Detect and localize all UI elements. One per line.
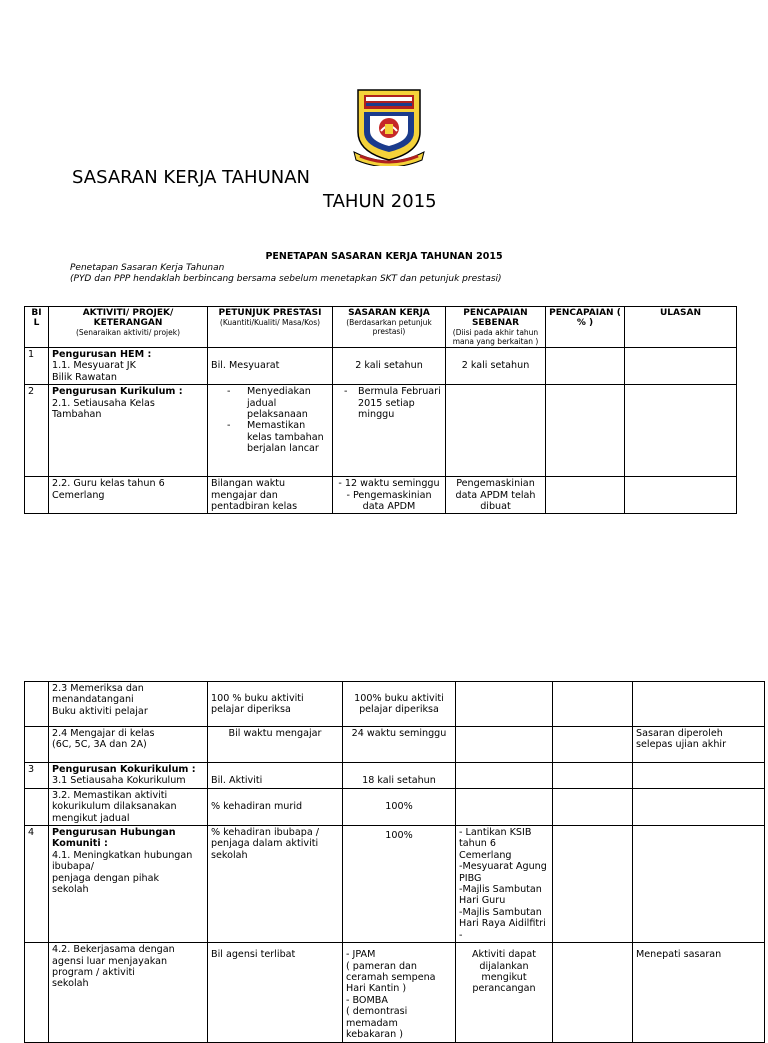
cell-petunjuk: Bil waktu mengajar — [208, 727, 343, 763]
cell-bil: 3 — [25, 763, 49, 789]
table-row — [25, 477, 737, 514]
cell-ulasan: Menepati sasaran — [633, 943, 765, 1043]
cell-ulasan — [633, 682, 765, 727]
header-sasaran-label: SASARAN KERJA — [348, 308, 430, 318]
cell-ulasan — [633, 763, 765, 789]
cell-pencapaian: 2 kali setahun — [446, 348, 546, 385]
skt-table-2 — [24, 681, 765, 1043]
header-aktiviti-note: (Senaraikan aktiviti/ projek) — [75, 328, 180, 337]
cell-petunjuk: 100 % buku aktiviti pelajar diperiksa — [208, 682, 343, 727]
table-row — [25, 943, 765, 1043]
cell-sasaran: 100% — [343, 826, 456, 943]
bullet-text: Bermula Februari 2015 setiap minggu — [358, 386, 441, 421]
header-pencapaian-pct: PENCAPAIAN ( % ) — [546, 307, 625, 348]
header-bil: BI L — [25, 307, 49, 348]
cell-petunjuk: Bil agensi terlibat — [208, 943, 343, 1043]
activity-text: 3.1 Setiausaha Kokurikulum — [52, 775, 186, 787]
header-aktiviti-label: AKTIVITI/ PROJEK/ KETERANGAN — [82, 308, 174, 328]
cell-sasaran: 2 kali setahun — [333, 348, 446, 385]
cell-pencapaian — [456, 788, 553, 825]
cell-aktiviti: 3.2. Memastikan aktiviti kokurikulum dilaksanakan mengikut jadual — [49, 788, 208, 825]
subtitle-note — [70, 263, 502, 285]
cell-pencapaian-pct — [553, 682, 633, 727]
table-header-row — [25, 307, 737, 348]
page-year: TAHUN 2015 — [323, 191, 437, 212]
cell-aktiviti: 2.2. Guru kelas tahun 6 Cemerlang — [49, 477, 208, 514]
header-petunjuk-note: (Kuantiti/Kualiti/ Masa/Kos) — [219, 318, 321, 327]
cell-petunjuk: % kehadiran murid — [208, 788, 343, 825]
school-crest-logo — [352, 86, 426, 166]
cell-petunjuk: Bil. Mesyuarat — [208, 348, 333, 385]
cell-pencapaian — [456, 763, 553, 789]
cell-pencapaian-pct — [553, 788, 633, 825]
cell-sasaran: - 12 waktu seminggu - Pengemaskinian data APDM — [333, 477, 446, 514]
cell-pencapaian: Aktiviti dapat dijalankan mengikut perancangan — [456, 943, 553, 1043]
cell-petunjuk: Bil. Aktiviti — [208, 763, 343, 789]
page-title: SASARAN KERJA TAHUNAN — [72, 167, 310, 188]
cell-ulasan — [625, 348, 737, 385]
bullet-item: - Menyediakan jadual pelaksanaan — [227, 386, 311, 421]
header-pencapaian-label: PENCAPAIAN SEBENAR — [463, 308, 528, 328]
cell-aktiviti — [49, 348, 208, 385]
cell-pencapaian-pct — [553, 826, 633, 943]
cell-pencapaian: Pengemaskinian data APDM telah dibuat — [446, 477, 546, 514]
header-pencapaian-note: (Diisi pada akhir tahun mana yang berkaitan ) — [452, 328, 539, 346]
cell-ulasan — [625, 477, 737, 514]
header-ulasan: ULASAN — [625, 307, 737, 348]
subtitle-line-2: (PYD dan PPP hendaklah berbincang bersama sebelum menetapkan SKT dan petunjuk prestasi) — [70, 274, 502, 284]
cell-ulasan — [633, 788, 765, 825]
section-heading: PENETAPAN SASARAN KERJA TAHUNAN 2015 — [265, 251, 503, 262]
header-pencapaian — [446, 307, 546, 348]
header-petunjuk-label: PETUNJUK PRESTASI — [218, 308, 322, 318]
cell-bil — [25, 788, 49, 825]
cell-pencapaian-pct — [546, 348, 625, 385]
header-aktiviti — [49, 307, 208, 348]
table-row — [25, 826, 765, 943]
cell-pencapaian — [456, 727, 553, 763]
cell-sasaran: 100% buku aktiviti pelajar diperiksa — [343, 682, 456, 727]
header-sasaran — [333, 307, 446, 348]
cell-bil — [25, 943, 49, 1043]
cell-petunjuk: % kehadiran ibubapa / penjaga dalam aktiviti sekolah — [208, 826, 343, 943]
cell-aktiviti — [49, 826, 208, 943]
cell-aktiviti — [49, 385, 208, 477]
section-head: Pengurusan Hubungan Komuniti : — [52, 827, 176, 850]
bullet-text: Memastikan kelas tambahan berjalan lancar — [247, 420, 324, 455]
cell-bil: 2 — [25, 385, 49, 477]
cell-pencapaian-pct — [553, 943, 633, 1043]
cell-ulasan: Sasaran diperoleh selepas ujian akhir — [633, 727, 765, 763]
cell-sasaran: 100% — [343, 788, 456, 825]
skt-table-1 — [24, 306, 737, 514]
cell-ulasan — [625, 385, 737, 477]
bullet-text: Menyediakan jadual pelaksanaan — [247, 386, 311, 421]
table-row — [25, 788, 765, 825]
cell-pencapaian — [446, 385, 546, 477]
activity-text: 2.1. Setiausaha Kelas Tambahan — [52, 397, 155, 421]
table-row — [25, 682, 765, 727]
cell-ulasan — [633, 826, 765, 943]
cell-sasaran: 24 waktu seminggu — [343, 727, 456, 763]
subtitle-line-1: Penetapan Sasaran Kerja Tahunan — [70, 263, 225, 273]
bullet-item: - Memastikan kelas tambahan berjalan lancar — [227, 420, 324, 455]
cell-petunjuk — [208, 385, 333, 477]
section-head: Pengurusan HEM : — [52, 349, 152, 360]
cell-bil — [25, 682, 49, 727]
activity-text: 4.1. Meningkatkan hubungan ibubapa/ penjaga dengan pihak sekolah — [52, 849, 193, 896]
activity-text: 1.1. Mesyuarat JK Bilik Rawatan — [52, 360, 136, 383]
header-petunjuk — [208, 307, 333, 348]
table-row — [25, 727, 765, 763]
cell-sasaran: 18 kali setahun — [343, 763, 456, 789]
table-row — [25, 348, 737, 385]
cell-bil — [25, 477, 49, 514]
table-row — [25, 385, 737, 477]
bullet-item: - Bermula Februari 2015 setiap minggu — [344, 386, 441, 421]
table-row — [25, 763, 765, 789]
cell-petunjuk: Bilangan waktu mengajar dan pentadbiran kelas — [208, 477, 333, 514]
cell-pencapaian-pct — [553, 727, 633, 763]
cell-aktiviti: 2.4 Mengajar di kelas (6C, 5C, 3A dan 2A) — [49, 727, 208, 763]
section-head: Pengurusan Kurikulum : — [52, 386, 183, 398]
header-sasaran-note: (Berdasarkan petunjuk prestasi) — [346, 318, 432, 336]
cell-aktiviti: 4.2. Bekerjasama dengan agensi luar menjayakan program / aktiviti sekolah — [49, 943, 208, 1043]
cell-bil: 4 — [25, 826, 49, 943]
cell-bil — [25, 727, 49, 763]
cell-sasaran: - JPAM ( pameran dan ceramah sempena Hari Kantin ) - BOMBA ( demontrasi memadam kebakaran ) — [343, 943, 456, 1043]
cell-aktiviti — [49, 763, 208, 789]
cell-pencapaian-pct — [546, 477, 625, 514]
cell-sasaran — [333, 385, 446, 477]
cell-aktiviti: 2.3 Memeriksa dan menandatangani Buku aktiviti pelajar — [49, 682, 208, 727]
cell-bil: 1 — [25, 348, 49, 385]
cell-pencapaian-pct — [546, 385, 625, 477]
section-head: Pengurusan Kokurikulum : — [52, 764, 196, 775]
cell-pencapaian — [456, 682, 553, 727]
cell-pencapaian: - Lantikan KSIB tahun 6 Cemerlang -Mesyuarat Agung PIBG -Majlis Sambutan Hari Guru -Majlis Sambutan Hari Raya Aidilfitri - — [456, 826, 553, 943]
cell-pencapaian-pct — [553, 763, 633, 789]
